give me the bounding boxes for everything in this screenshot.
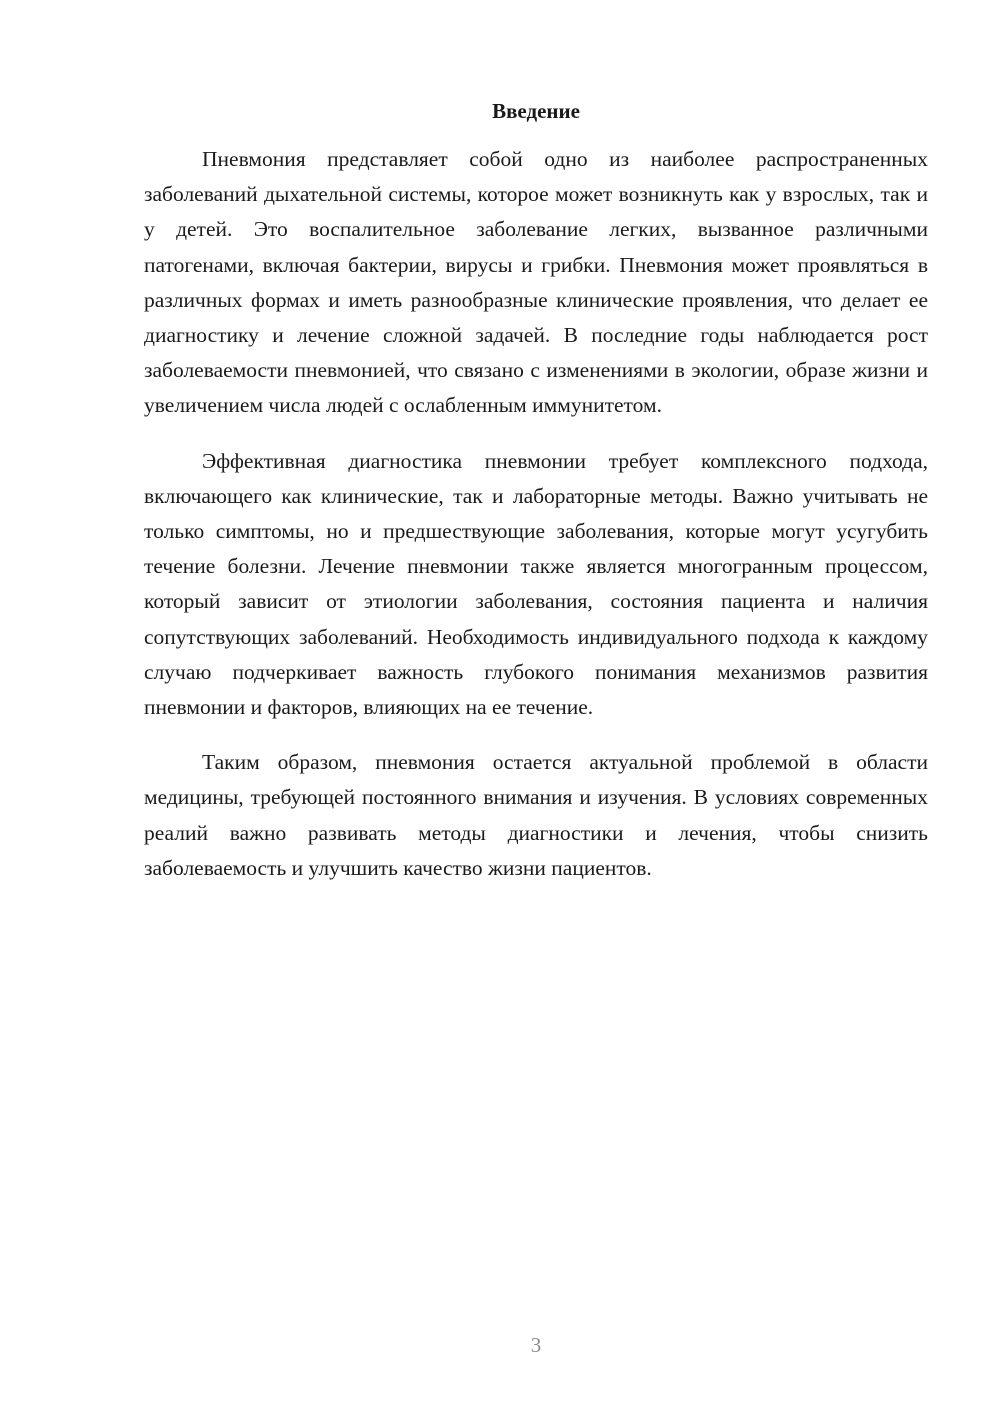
section-title: Введение (492, 99, 580, 123)
paragraph-3: Таким образом, пневмония остается актуальной проблемой в области медицины, требующей постоянного внимания и изучения. В условиях современных реалий важно развивать методы диагностики и лечения, чтобы снизить заболеваемость и улучшить качество жизни пациентов. (144, 750, 928, 880)
page-content (144, 94, 928, 906)
page-number: 3 (530, 1333, 542, 1357)
paragraph-2: Эффективная диагностика пневмонии требует комплексного подхода, включающего как клинические, так и лабораторные методы. Важно учитывать не только симптомы, но и предшествующие заболевания, которые могут усугубить течение болезни. Лечение пневмонии также является многогранным процессом, который зависит от этиологии заболевания, состояния пациента и наличия сопутствующих заболеваний. Необходимость индивидуального подхода к каждому случаю подчеркивает важность глубокого понимания механизмов развития пневмонии и факторов, влияющих на ее течение. (144, 448, 928, 720)
paragraph-1: Пневмония представляет собой одно из наиболее распространенных заболеваний дыхательной системы, которое может возникнуть как у взрослых, так и у детей. Это воспалительное заболевание легких, вызванное различными патогенами, включая бактерии, вирусы и грибки. Пневмония может проявляться в различных формах и иметь разнообразные клинические проявления, что делает ее диагностику и лечение сложной задачей. В последние годы наблюдается рост заболеваемости пневмонией, что связано с изменениями в экологии, образе жизни и увеличением числа людей с ослабленным иммунитетом. (144, 147, 928, 418)
